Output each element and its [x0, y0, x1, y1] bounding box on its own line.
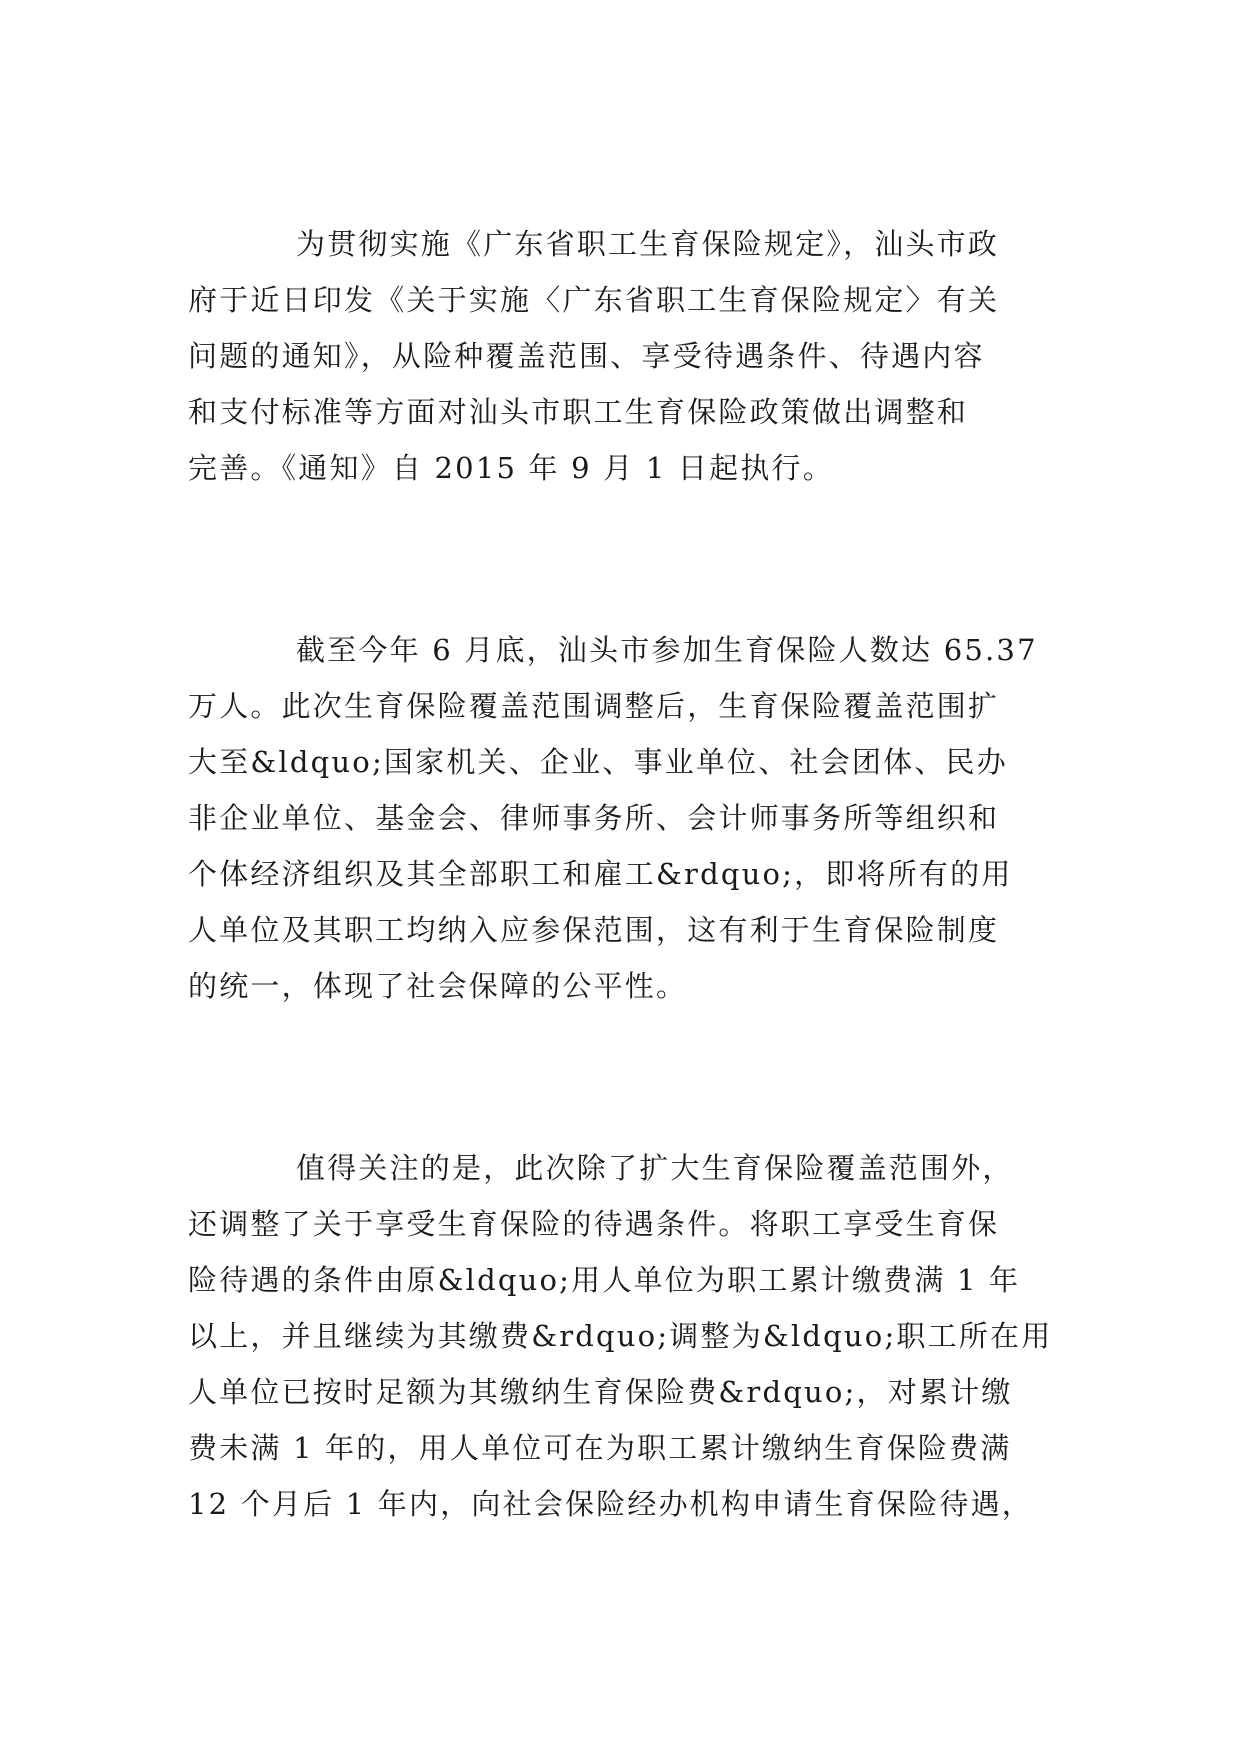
text-line: 问题的通知》，从险种覆盖范围、享受待遇条件、待遇内容	[188, 339, 985, 373]
paragraph-coverage-scope	[188, 622, 1058, 1014]
text-line: 险待遇的条件由原&ldquo;用人单位为职工累计缴费满 1 年	[188, 1263, 1021, 1297]
text-line: 12 个月后 1 年内，向社会保险经办机构申请生育保险待遇，	[188, 1487, 1034, 1521]
text-line: 的统一，体现了社会保障的公平性。	[188, 969, 688, 1003]
text-line: 以上，并且继续为其缴费&rdquo;调整为&ldquo;职工所在用	[188, 1319, 1053, 1353]
text-line: 值得关注的是，此次除了扩大生育保险覆盖范围外，	[296, 1151, 1014, 1185]
text-line: 大至&ldquo;国家机关、企业、事业单位、社会团体、民办	[188, 745, 1008, 779]
text-line: 人单位已按时足额为其缴纳生育保险费&rdquo;，对累计缴	[188, 1375, 1013, 1409]
text-line: 还调整了关于享受生育保险的待遇条件。将职工享受生育保	[188, 1207, 1000, 1241]
text-line: 为贯彻实施《广东省职工生育保险规定》，汕头市政	[296, 227, 1000, 261]
paragraph-notice-issued	[188, 216, 1058, 496]
text-line: 费未满 1 年的，用人单位可在为职工累计缴纳生育保险费满	[188, 1431, 1012, 1465]
text-line: 万人。此次生育保险覆盖范围调整后，生育保险覆盖范围扩	[188, 689, 1000, 723]
text-line: 完善。《通知》自 2015 年 9 月 1 日起执行。	[188, 451, 834, 485]
text-line: 非企业单位、基金会、律师事务所、会计师事务所等组织和	[188, 801, 1000, 835]
text-line: 个体经济组织及其全部职工和雇工&rdquo;，即将所有的用	[188, 857, 1013, 891]
text-line: 府于近日印发《关于实施〈广东省职工生育保险规定〉有关	[188, 283, 1000, 317]
text-line: 和支付标准等方面对汕头市职工生育保险政策做出调整和	[188, 395, 969, 429]
text-line: 人单位及其职工均纳入应参保范围，这有利于生育保险制度	[188, 913, 1000, 947]
text-line: 截至今年 6 月底，汕头市参加生育保险人数达 65.37	[296, 633, 1038, 667]
paragraph-benefit-conditions	[188, 1140, 1058, 1532]
